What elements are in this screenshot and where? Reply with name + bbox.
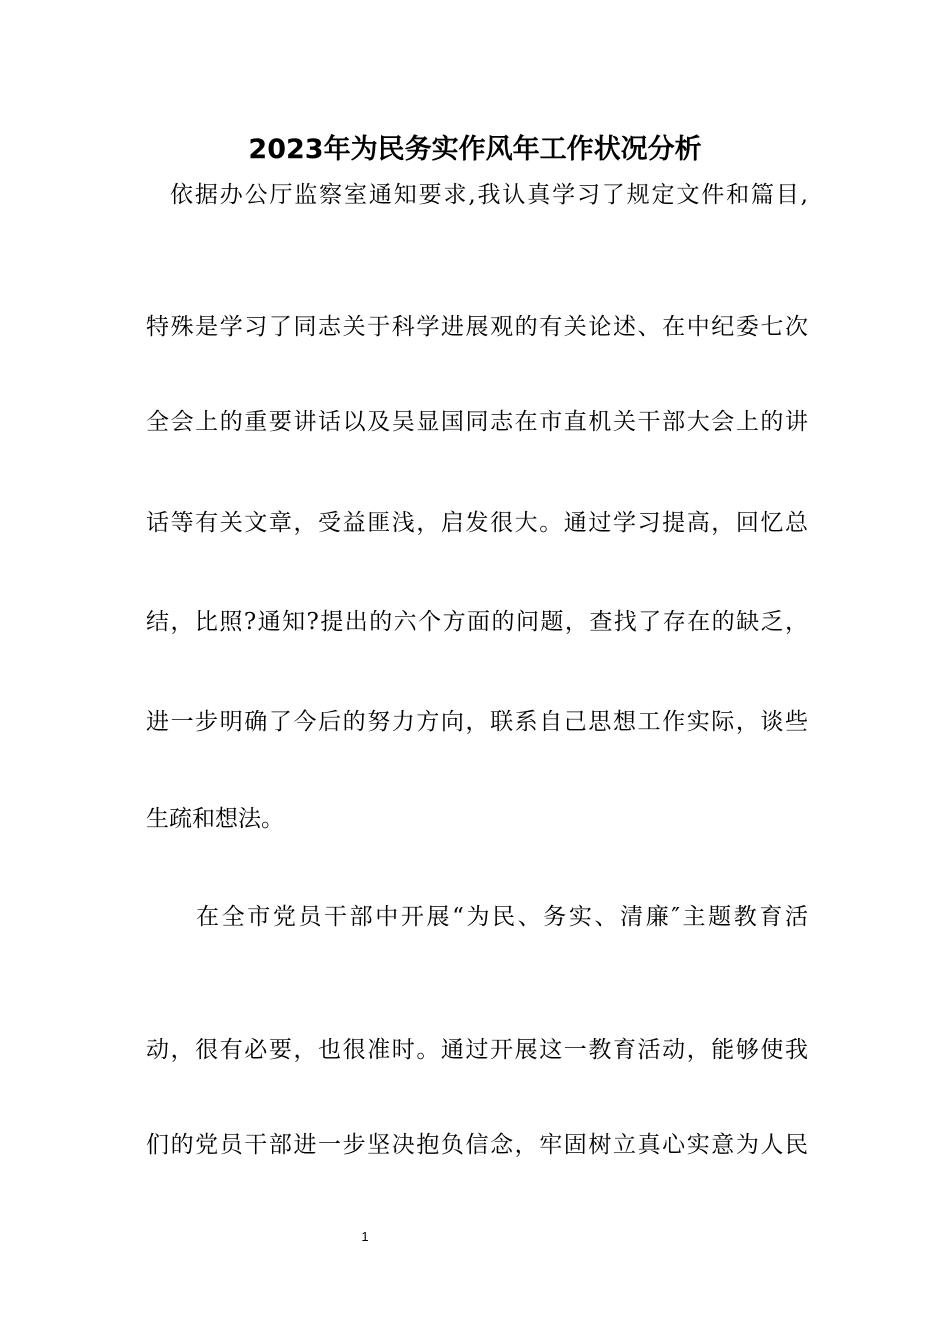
document-title: 2023年为民务实作风年工作状况分析 bbox=[248, 134, 702, 165]
paragraph-line: 生疏和想法。 bbox=[146, 806, 284, 832]
paragraph-line: 全会上的重要讲话以及吴显国同志在市直机关干部大会上的讲 bbox=[146, 409, 808, 435]
paragraph-line: 们的党员干部进一步坚决抱负信念，牢固树立真心实意为人民 bbox=[146, 1132, 808, 1158]
paragraph-line: 依据办公厅监察室通知要求,我认真学习了规定文件和篇目, bbox=[170, 182, 808, 208]
paragraph-line: 话等有关文章，受益匪浅，启发很大。通过学习提高，回忆总 bbox=[146, 510, 808, 536]
paragraph-line: 特殊是学习了同志关于科学进展观的有关论述、在中纪委七次 bbox=[146, 314, 808, 340]
paragraph-line: 进一步明确了今后的努力方向，联系自己思想工作实际，谈些 bbox=[146, 709, 808, 735]
page-number: 1 bbox=[361, 1229, 369, 1244]
paragraph-line: 在全市党员干部中开展“为民、务实、清廉″主题教育活 bbox=[196, 904, 808, 930]
paragraph-line: 结，比照?通知?提出的六个方面的问题，查找了存在的缺乏， bbox=[146, 609, 808, 635]
paragraph-line: 动，很有必要，也很准时。通过开展这一教育活动，能够使我 bbox=[146, 1037, 808, 1063]
